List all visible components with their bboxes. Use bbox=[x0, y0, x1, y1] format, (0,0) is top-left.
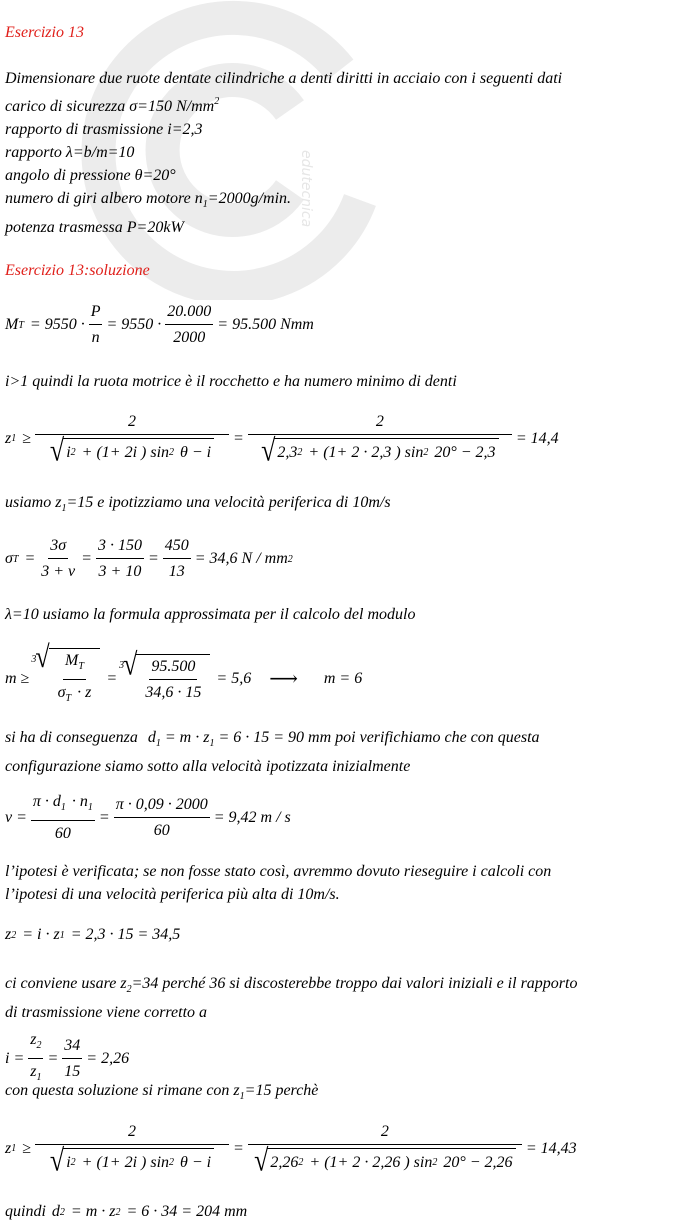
torque-equation: M T = 9550 · $\frac{P}{n}$ = 9550 · $\frac{20.000}{2000}$ = 95.500 Nmm bbox=[5, 303, 314, 346]
text-d1: si ha di conseguenza $d_1 = m \cdot z_1 = 6 \cdot 15 = 90$ mm poi verifichiamo che con questa configurazione siamo sotto alla velocità ipotizzata inizialmente bbox=[5, 729, 540, 775]
data-line-ratio: rapporto di trasmissione i=2,3 bbox=[5, 121, 203, 138]
z1-min-equation: z 1 ≥ 2 √ i 2 + (1+ 2i ) sin 2 θ − i = 2 √ 2,3 2 + (1+ 2 · 2,3 ) sin 2 20° − 2,3 = 14,4 bbox=[5, 413, 559, 468]
text-lambda: λ=10 usiamo la formula approssimata per il calcolo del modulo bbox=[5, 606, 416, 623]
exercise-title: Esercizio 13 bbox=[5, 24, 84, 41]
data-line-rpm: numero di giri albero motore $n_1=2000g/\min$. bbox=[5, 190, 292, 210]
exercise-data-block bbox=[5, 67, 562, 239]
text-hypothesis: l’ipotesi è verificata; se non fosse stato così, avremmo dovuto rieseguire i calcoli con l’ipotesi di una velocità periferica più alta di 10m/s. bbox=[5, 863, 552, 903]
solution-title: Esercizio 13:soluzione bbox=[5, 262, 150, 279]
ratio-equation: i = $\frac{z_2}{z_1}$ = $\frac{34}{15}$ = 2,26 bbox=[5, 1031, 130, 1083]
data-line-sigma: carico di sicurezza σ=150 $N/mm^2$ bbox=[5, 96, 220, 115]
text-use-z1: usiamo $z_1=15$ e ipotizziamo una velocità periferica di 10m/s bbox=[5, 494, 391, 514]
velocity-equation: v = $\frac{\pi \cdot d_1 \cdot n_1}{60}$ = $\frac{\pi \cdot 0,09 \cdot 2000}{60}$ = 9,42 m / s bbox=[5, 793, 291, 842]
text-remain: con questa soluzione si rimane con $z_1=15$ perchè bbox=[5, 1082, 319, 1102]
data-line-power: potenza trasmessa P=20kW bbox=[5, 219, 184, 236]
exercise-intro: Dimensionare due ruote dentate cilindriche a denti diritti in acciaio con i seguenti dati bbox=[5, 70, 563, 87]
z2-equation: z 2 = i · z 1 = 2,3 · 15 = 34,5 bbox=[5, 926, 181, 943]
z1-check-equation: z 1 ≥ 2 √ i 2 + (1+ 2i ) sin 2 θ − i = 2 √ 2,26 2 + (1+ 2 · 2,26 ) sin 2 20° − 2,26 = 14,43 bbox=[5, 1123, 577, 1178]
module-equation: m ≥ 3 √ $\frac{M_T}{\sigma_T \cdot z}$ = 3 √ $\frac{95.500}{34,6 \cdot 15}$ = 5,6 ⟶ m = 6 bbox=[5, 648, 362, 709]
sigma-equation: σ T = $\frac{3\sigma}{3 + v}$ = $\frac{3 \cdot 150}{3 + 10}$ = $\frac{450}{13}$ = 34,6 N / mm 2 bbox=[5, 537, 293, 580]
data-line-angle: angolo di pressione θ=20° bbox=[5, 167, 176, 184]
implies-arrow: ⟶ bbox=[269, 668, 298, 690]
text-z2-choice: ci conviene usare $z_2=34$ perché 36 si discosterebbe troppo dai valori iniziali e il rapporto di trasmissione viene corretto a bbox=[5, 975, 578, 1021]
text-min-teeth: i>1 quindi la ruota motrice è il rocchetto e ha numero minimo di denti bbox=[5, 373, 457, 390]
d2-equation: quindi d 2 = m · z 2 = 6 · 34 = 204 mm bbox=[5, 1203, 248, 1220]
watermark-text: edutecnica bbox=[298, 150, 314, 228]
data-line-lambda: rapporto λ=b/m=10 bbox=[5, 144, 135, 161]
